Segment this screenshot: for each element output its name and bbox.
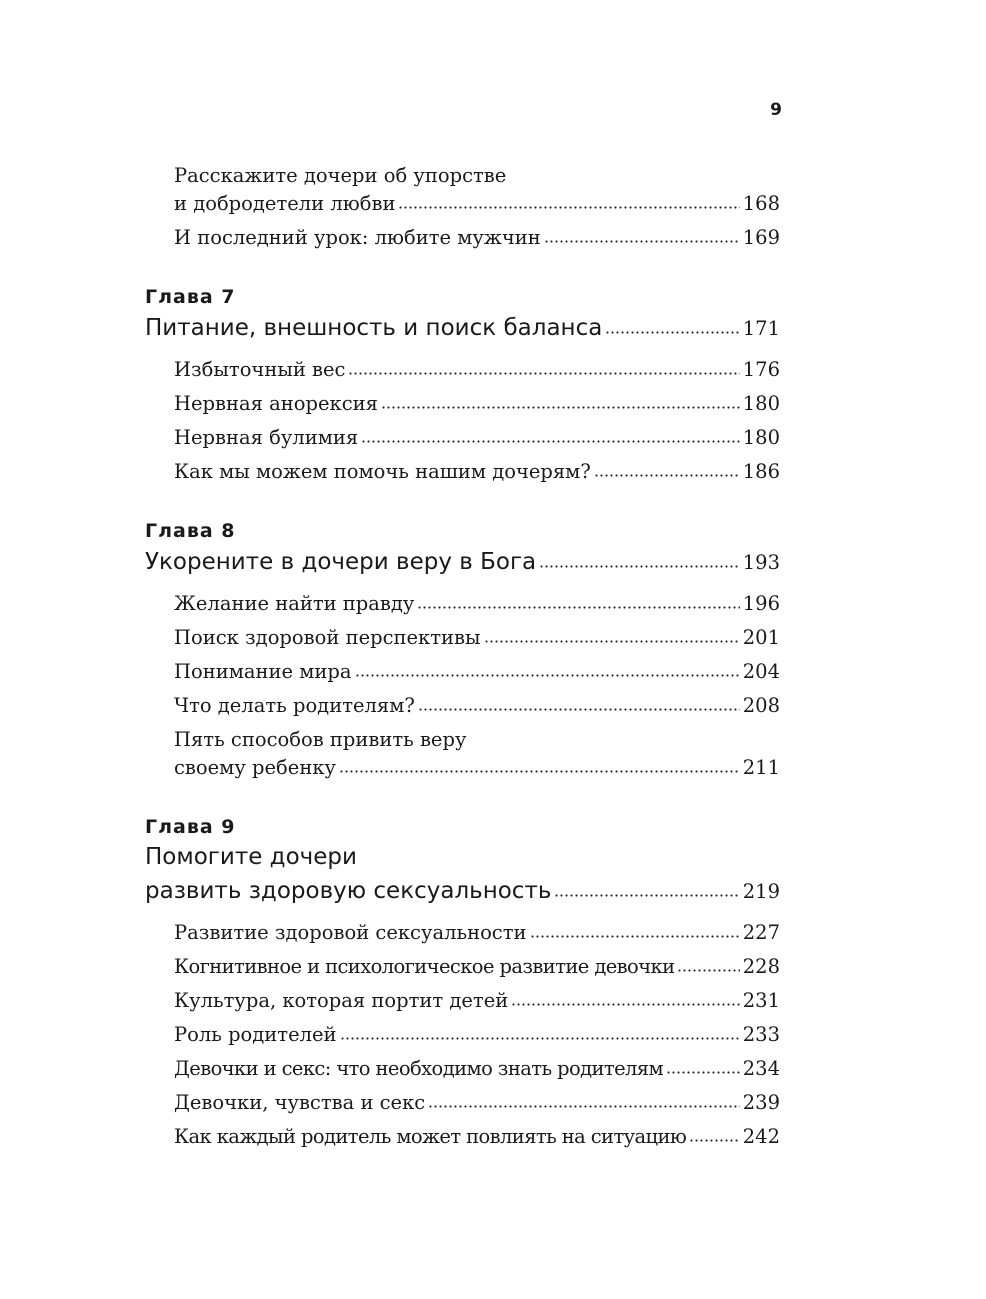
toc-page-number: 208 (742, 694, 780, 717)
leader-dots (484, 624, 740, 644)
leader-dots (511, 987, 740, 1007)
chapter-label: Глава 9 (145, 816, 236, 838)
toc-page-number: 186 (742, 460, 780, 483)
toc-entry-line: Расскажите дочери об упорстве (174, 164, 507, 187)
toc-page-number: 233 (742, 1023, 780, 1046)
toc-page-number: 234 (742, 1057, 780, 1080)
leader-dots (381, 390, 740, 410)
chapter-label: Глава 8 (145, 520, 236, 542)
toc-entry-text: Желание найти правду (174, 592, 415, 615)
toc-entry-text: Что делать родителям? (174, 694, 415, 717)
toc-page-number: 168 (742, 192, 780, 215)
chapter-title: Укорените в дочери веру в Бога (145, 549, 537, 575)
toc-entry-text: Развитие здоровой сексуальности (174, 921, 527, 944)
page-number: 9 (770, 100, 782, 120)
leader-dots (689, 1123, 740, 1143)
toc-entry-text: Девочки, чувства и секс (174, 1091, 426, 1114)
toc-page-number: 180 (742, 392, 780, 415)
leader-dots (428, 1089, 740, 1109)
toc-entry-line: Пять способов привить веру (174, 728, 467, 751)
toc-entry-text: Нервная анорексия (174, 392, 378, 415)
toc-page-number: 171 (742, 317, 780, 340)
leader-dots (594, 458, 740, 478)
toc-entry[interactable] (174, 1123, 780, 1151)
toc-entry[interactable] (174, 458, 780, 486)
leader-dots (361, 424, 740, 444)
leader-dots (539, 549, 740, 569)
toc-page-number: 227 (742, 921, 780, 944)
leader-dots (418, 692, 740, 712)
toc-entry-text: своему ребенку (174, 756, 336, 779)
toc-page-number: 242 (742, 1125, 780, 1148)
toc-page-number: 196 (742, 592, 780, 615)
leader-dots (339, 754, 740, 774)
toc-entry[interactable] (174, 987, 780, 1015)
chapter-title: развить здоровую сексуальность (145, 878, 552, 904)
chapter-title-row[interactable] (145, 314, 780, 343)
leader-dots (530, 919, 740, 939)
chapter-title-row[interactable] (145, 877, 780, 906)
toc-entry[interactable] (174, 953, 780, 981)
toc-entry-text: Девочки и секс: что необходимо знать родителям (174, 1057, 664, 1080)
toc-entry-text: Когнитивное и психологическое развитие девочки (174, 955, 675, 978)
leader-dots (417, 590, 739, 610)
leader-dots (677, 953, 739, 973)
toc-entry-text: Роль родителей (174, 1023, 337, 1046)
toc-page-number: 211 (742, 756, 780, 779)
toc-page-number: 204 (742, 660, 780, 683)
toc-page-number: 169 (742, 226, 780, 249)
toc-entry[interactable] (174, 224, 780, 252)
toc-entry[interactable] (174, 424, 780, 452)
toc-entry[interactable] (174, 658, 780, 686)
toc-entry-text: Поиск здоровой перспективы (174, 626, 481, 649)
toc-entry[interactable] (174, 1089, 780, 1117)
toc-page-number: 228 (742, 955, 780, 978)
toc-entry[interactable] (174, 919, 780, 947)
toc-page-number: 219 (742, 880, 780, 903)
toc-entry[interactable] (174, 1055, 780, 1083)
toc-entry-text: Как мы можем помочь нашим дочерям? (174, 460, 591, 483)
toc-entry[interactable] (174, 624, 780, 652)
toc-entry-text: и добродетели любви (174, 192, 396, 215)
toc-entry[interactable] (174, 390, 780, 418)
toc-page-number: 193 (742, 551, 780, 574)
toc-entry-text: Понимание мира (174, 660, 352, 683)
chapter-title-line: Помогите дочери (145, 844, 357, 870)
toc-entry[interactable] (174, 590, 780, 618)
leader-dots (348, 356, 739, 376)
leader-dots (605, 315, 739, 335)
toc-entry[interactable] (174, 356, 780, 384)
toc-page-number: 231 (742, 989, 780, 1012)
toc-page-number: 180 (742, 426, 780, 449)
toc-entry-text: Как каждый родитель может повлиять на ситуацию (174, 1125, 687, 1148)
chapter-title-row[interactable] (145, 548, 780, 577)
toc-entry-text: Культура, которая портит детей (174, 989, 509, 1012)
leader-dots (544, 224, 740, 244)
leader-dots (398, 190, 739, 210)
toc-entry[interactable] (174, 190, 780, 218)
toc-page-number: 239 (742, 1091, 780, 1114)
toc-entry[interactable] (174, 754, 780, 782)
toc-page-number: 176 (742, 358, 780, 381)
leader-dots (340, 1021, 740, 1041)
toc-entry-text: Нервная булимия (174, 426, 359, 449)
leader-dots (355, 658, 740, 678)
toc-entry[interactable] (174, 692, 780, 720)
leader-dots (666, 1055, 740, 1075)
leader-dots (554, 878, 739, 898)
toc-entry-text: Избыточный вес (174, 358, 346, 381)
toc-page-number: 201 (742, 626, 780, 649)
toc-entry-text: И последний урок: любите мужчин (174, 226, 541, 249)
toc-entry[interactable] (174, 1021, 780, 1049)
chapter-title: Питание, внешность и поиск баланса (145, 315, 603, 341)
chapter-label: Глава 7 (145, 286, 236, 308)
